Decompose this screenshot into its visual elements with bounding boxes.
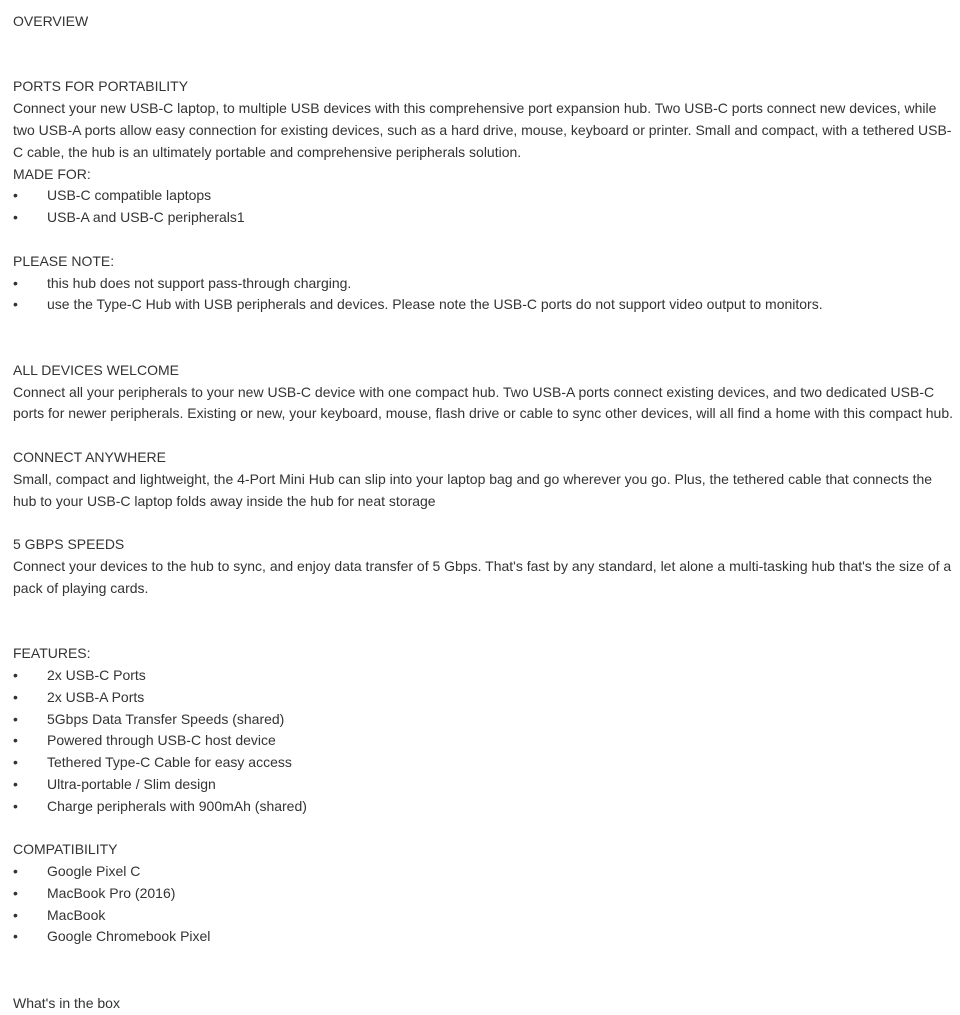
please-note-label: PLEASE NOTE: (13, 252, 115, 269)
features-list (13, 665, 958, 818)
bullet-icon: • (13, 884, 18, 901)
anywhere-heading: CONNECT ANYWHERE (13, 448, 166, 465)
bullet-icon: • (13, 797, 18, 814)
bullet-icon: • (13, 906, 18, 923)
features-heading: FEATURES: (13, 645, 91, 662)
anywhere-body: Small, compact and lightweight, the 4-Port Mini Hub can slip into your laptop bag and go wherever you go. Plus, the tethered cable that connects the hub to your USB-C laptop folds away inside the hub for neat storage (13, 470, 933, 509)
list-item: • MacBook (13, 905, 958, 927)
product-description (13, 11, 958, 948)
list-item: • use the Type-C Hub with USB peripherals and devices. Please note the USB-C ports do not support video output to monitors. (13, 294, 958, 316)
list-item: • Ultra-portable / Slim design (13, 774, 958, 796)
list-item: • 2x USB-A Ports (13, 687, 958, 709)
list-item: • Powered through USB-C host device (13, 730, 958, 752)
bullet-icon: • (13, 209, 18, 226)
bullet-icon: • (13, 710, 18, 727)
list-item: • USB-C compatible laptops (13, 185, 958, 207)
list-item: • Google Pixel C (13, 861, 958, 883)
bullet-icon: • (13, 688, 18, 705)
welcome-heading: ALL DEVICES WELCOME (13, 361, 179, 378)
notes-list (13, 273, 958, 317)
bullet-icon: • (13, 274, 18, 291)
bullet-icon: • (13, 666, 18, 683)
made-for-label: MADE FOR: (13, 165, 91, 182)
overview-heading: OVERVIEW (13, 13, 89, 29)
compatibility-heading: COMPATIBILITY (13, 841, 118, 858)
list-item: • Google Chromebook Pixel (13, 926, 958, 948)
bullet-icon: • (13, 775, 18, 792)
made-for-list (13, 185, 958, 229)
bullet-icon: • (13, 754, 18, 771)
speeds-body: Connect your devices to the hub to sync, and enjoy data transfer of 5 Gbps. That's fast by any standard, let alone a multi-tasking hub that's the size of a pack of playing cards. (13, 557, 952, 596)
compatibility-list (13, 861, 958, 948)
bullet-icon: • (13, 863, 18, 880)
bullet-icon: • (13, 928, 18, 945)
portability-body: Connect your new USB-C laptop, to multiple USB devices with this comprehensive port expansion hub. Two USB-C ports connect new devices, while two USB-A ports allow easy connection for existing devices, such as a hard drive, mouse, keyboard or printer. Small and compact, with a tethered USB-C cable, the hub is an ultimately portable and comprehensive peripherals solution. (13, 100, 952, 160)
bullet-icon: • (13, 732, 18, 749)
list-item: • USB-A and USB-C peripherals1 (13, 207, 958, 229)
list-item: • Tethered Type-C Cable for easy access (13, 752, 958, 774)
list-item: • 2x USB-C Ports (13, 665, 958, 687)
list-item: • MacBook Pro (2016) (13, 883, 958, 905)
cut-off-heading: What's in the box (13, 995, 120, 1011)
portability-heading: PORTS FOR PORTABILITY (13, 78, 189, 95)
welcome-body: Connect all your peripherals to your new USB-C device with one compact hub. Two USB-A ports connect existing devices, and two dedicated USB-C ports for newer peripherals. Existing or new, your keyboard, mouse, flash drive or cable to sync other devices, will all find a home with this compact hub. (13, 383, 954, 422)
bullet-icon: • (13, 296, 18, 313)
bullet-icon: • (13, 187, 18, 204)
list-item: • this hub does not support pass-through charging. (13, 273, 958, 295)
list-item: • Charge peripherals with 900mAh (shared) (13, 796, 958, 818)
list-item: • 5Gbps Data Transfer Speeds (shared) (13, 709, 958, 731)
speeds-heading: 5 GBPS SPEEDS (13, 536, 125, 553)
